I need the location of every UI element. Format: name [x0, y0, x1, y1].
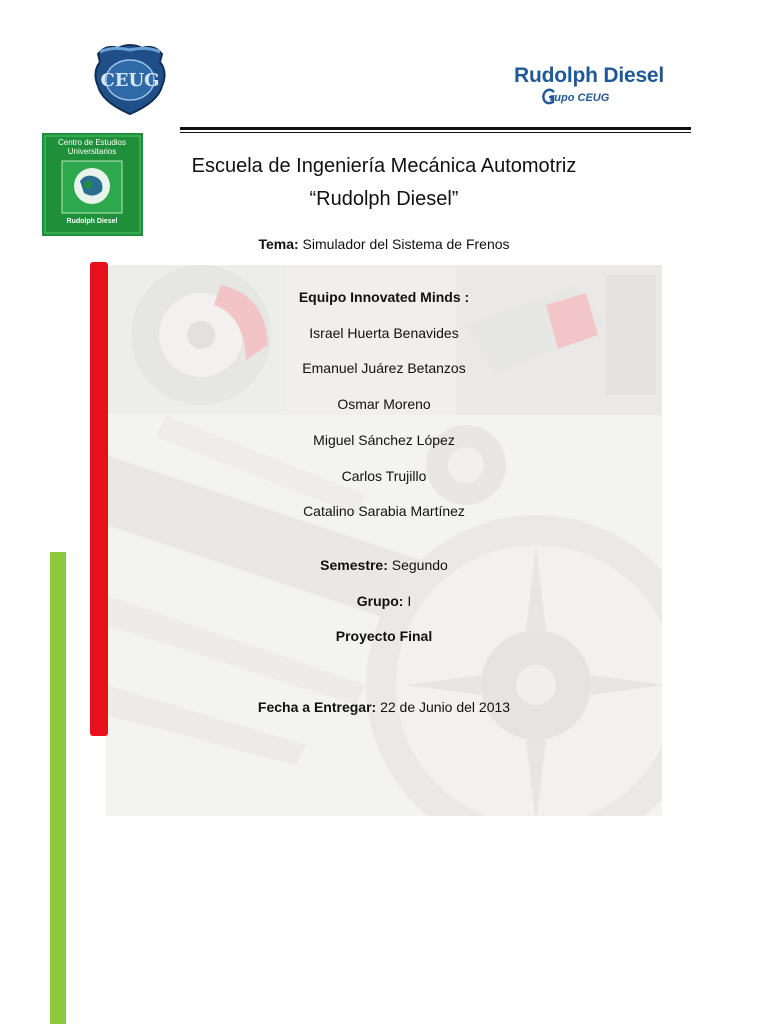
team-member: Miguel Sánchez López: [313, 432, 455, 448]
semestre-line: [150, 557, 618, 573]
grupo-label: Grupo:: [356, 593, 404, 609]
school-name: Escuela de Ingeniería Mecánica Automotriz: [191, 155, 577, 177]
tema-line: [150, 236, 618, 252]
grupo-line: [150, 593, 618, 609]
grupo-value: I: [403, 593, 412, 609]
fecha-label: Fecha a Entregar:: [257, 699, 377, 715]
rudolph-diesel-logo: [508, 64, 696, 118]
team-member: Emanuel Juárez Betanzos: [302, 360, 466, 376]
brake-system-photo: [106, 265, 662, 816]
ceug-logo-text: CEUG: [100, 70, 160, 91]
badge-line1: Centro de Estudios: [57, 138, 127, 147]
header-rule-thin: [180, 132, 691, 133]
green-accent-bar: [50, 552, 66, 1024]
team-member: Carlos Trujillo: [341, 468, 427, 484]
school-subtitle: “Rudolph Diesel”: [309, 188, 459, 210]
fecha-value: 22 de Junio del 2013: [376, 699, 511, 715]
photo-fade-overlay: [106, 265, 662, 816]
badge-footer: Rudolph Diesel: [66, 218, 118, 225]
team-member: Catalino Sarabia Martínez: [303, 503, 465, 519]
tema-value: Simulador del Sistema de Frenos: [298, 236, 510, 252]
school-badge-logo: [42, 133, 143, 236]
semestre-label: Semestre:: [320, 557, 388, 573]
semestre-value: Segundo: [387, 557, 448, 573]
header-rule: [180, 127, 691, 130]
team-heading: Equipo Innovated Minds :: [298, 289, 470, 305]
proyecto-final: Proyecto Final: [335, 628, 433, 644]
team-member: Israel Huerta Benavides: [309, 325, 459, 341]
ceug-shield-logo: [88, 42, 172, 116]
tema-label: Tema:: [258, 236, 299, 252]
rudolph-logo-title: Rudolph Diesel: [514, 64, 665, 87]
rudolph-logo-subtitle: rupo CEUG: [550, 92, 610, 104]
fecha-line: [150, 699, 618, 715]
team-member: Osmar Moreno: [337, 396, 431, 412]
red-accent-bar: [90, 262, 108, 736]
badge-line2: Universitarios: [67, 147, 117, 156]
